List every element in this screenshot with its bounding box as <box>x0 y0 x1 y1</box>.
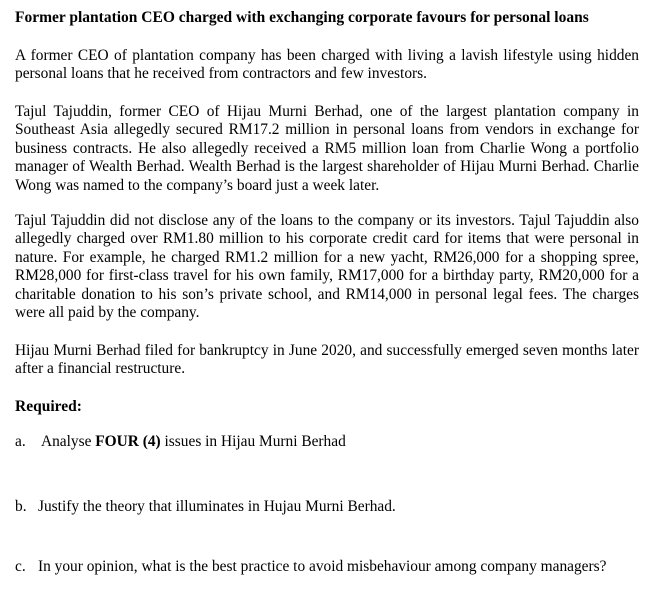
question-c-letter: c. <box>15 558 26 575</box>
question-b-text: Justify the theory that illuminates in Hujau Murni Berhad. <box>38 498 396 515</box>
required-heading: Required: <box>15 398 82 415</box>
question-a-text-after: issues in Hijau Murni Berhad <box>160 433 346 450</box>
question-a-text-before: Analyse <box>41 433 96 450</box>
paragraph-loans: Tajul Tajuddin, former CEO of Hijau Murni Berhad, one of the largest plantation company in Southeast Asia allegedly secured RM17.2 million in personal loans from vendors in exchange for business contracts. He also allegedly received a RM5 million loan from Charlie Wong a portfolio manager of Wealth Berhad. Wealth Berhad is the largest shareholder of Hijau Murni Berhad. Charlie Wong was named to the company’s board just a week later. <box>15 103 639 194</box>
paragraph-bankruptcy: Hijau Murni Berhad filed for bankruptcy in June 2020, and successfully emerged seven months later after a financial restructure. <box>15 342 639 378</box>
question-b-letter: b. <box>15 498 27 515</box>
question-a-emphasis: FOUR (4) <box>95 433 161 450</box>
paragraph-intro: A former CEO of plantation company has been charged with living a lavish lifestyle using hidden personal loans that he received from contractors and few investors. <box>15 47 639 83</box>
paragraph-expenses: Tajul Tajuddin did not disclose any of the loans to the company or its investors. Tajul Tajuddin also allegedly charged over RM1.80 million to his corporate credit card for items that were personal in nature. For example, he charged RM1.2 million for a new yacht, RM26,000 for a shopping spree, RM28,000 for first-class travel for his own family, RM17,000 for a birthday party, RM20,000 for a charitable donation to his son’s private school, and RM14,000 in personal legal fees. The charges were all paid by the company. <box>15 212 639 322</box>
question-c <box>15 558 606 576</box>
question-a-letter: a. <box>15 433 26 450</box>
question-b <box>15 498 396 516</box>
question-c-text: In your opinion, what is the best practice to avoid misbehaviour among company managers? <box>38 558 607 575</box>
document-title: Former plantation CEO charged with exchanging corporate favours for personal loans <box>15 9 589 26</box>
question-a <box>15 433 346 451</box>
